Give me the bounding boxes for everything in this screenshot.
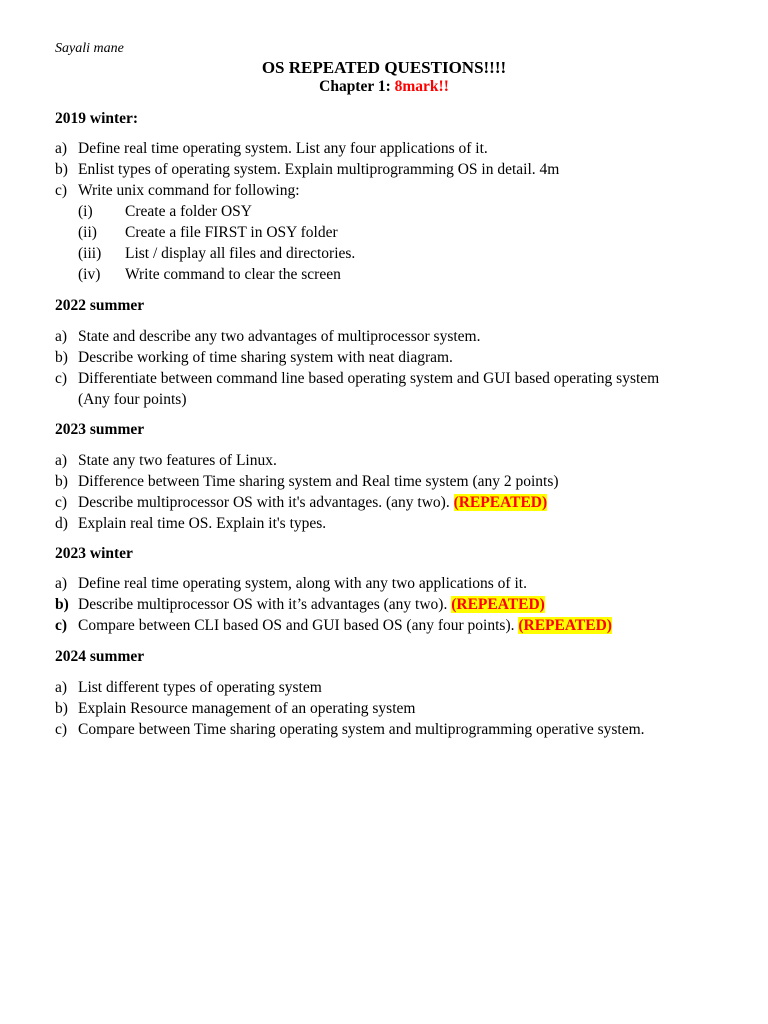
question-label: b) bbox=[55, 700, 68, 717]
question-label: c) bbox=[55, 370, 68, 387]
question-text: Enlist types of operating system. Explain multiprogramming OS in detail. 4m bbox=[78, 161, 560, 178]
sub-question-label: (iii) bbox=[78, 245, 102, 262]
question-label: a) bbox=[55, 575, 68, 592]
question-text: Explain real time OS. Explain it's types. bbox=[78, 515, 327, 532]
chapter-subtitle bbox=[0, 78, 768, 96]
question-label: c) bbox=[55, 494, 68, 511]
question-text: Compare between CLI based OS and GUI based OS (any four points). bbox=[78, 617, 519, 634]
question-label: a) bbox=[55, 679, 68, 696]
question-text: (Any four points) bbox=[78, 391, 187, 408]
question-label: b) bbox=[55, 596, 69, 613]
section-heading-2023-summer: 2023 summer bbox=[55, 421, 145, 438]
question-text: Write unix command for following: bbox=[78, 182, 300, 199]
question-label: a) bbox=[55, 328, 68, 345]
question-text: Explain Resource management of an operating system bbox=[78, 700, 416, 717]
question-label: c) bbox=[55, 721, 68, 738]
sub-question-label: (iv) bbox=[78, 266, 101, 283]
chapter-label: Chapter 1: bbox=[319, 78, 395, 95]
question-text: State any two features of Linux. bbox=[78, 452, 277, 469]
repeated-badge: (REPEATED) bbox=[518, 617, 612, 634]
question-label: d) bbox=[55, 515, 68, 532]
sub-question-label: (ii) bbox=[78, 224, 97, 241]
question-label: a) bbox=[55, 140, 68, 157]
sub-question-text: Create a folder OSY bbox=[125, 203, 252, 220]
sub-question-label: (i) bbox=[78, 203, 93, 220]
section-heading-2023-winter: 2023 winter bbox=[55, 545, 133, 562]
question-text: Define real time operating system, along with any two applications of it. bbox=[78, 575, 527, 592]
question-text: List different types of operating system bbox=[78, 679, 322, 696]
question-text: State and describe any two advantages of multiprocessor system. bbox=[78, 328, 481, 345]
sub-question-text: List / display all files and directories. bbox=[125, 245, 356, 262]
section-heading-2022-summer: 2022 summer bbox=[55, 297, 145, 314]
author-name: Sayali mane bbox=[55, 41, 124, 56]
question-label: b) bbox=[55, 473, 68, 490]
question-label: c) bbox=[55, 182, 68, 199]
sub-question-text: Create a file FIRST in OSY folder bbox=[125, 224, 338, 241]
question-text: Difference between Time sharing system and Real time system (any 2 points) bbox=[78, 473, 559, 490]
section-heading-2019-winter: 2019 winter: bbox=[55, 110, 139, 127]
question-text: Define real time operating system. List any four applications of it. bbox=[78, 140, 488, 157]
marks-label: 8mark!! bbox=[394, 78, 449, 95]
question-text: Describe multiprocessor OS with it’s advantages (any two). bbox=[78, 596, 452, 613]
repeated-badge: (REPEATED) bbox=[453, 494, 548, 511]
question-text: Differentiate between command line based operating system and GUI based operating system bbox=[78, 370, 660, 387]
question-label: c) bbox=[55, 617, 68, 634]
question-label: a) bbox=[55, 452, 68, 469]
section-heading-2024-summer: 2024 summer bbox=[55, 648, 145, 665]
sub-question-text: Write command to clear the screen bbox=[125, 266, 341, 283]
question-label: b) bbox=[55, 349, 68, 366]
question-text: Describe multiprocessor OS with it's advantages. (any two). bbox=[78, 494, 454, 511]
page-title: OS REPEATED QUESTIONS!!!! bbox=[261, 58, 507, 77]
question-label: b) bbox=[55, 161, 68, 178]
question-text: Describe working of time sharing system with neat diagram. bbox=[78, 349, 453, 366]
question-text: Compare between Time sharing operating system and multiprogramming operative system. bbox=[78, 721, 645, 738]
repeated-badge: (REPEATED) bbox=[451, 596, 545, 613]
